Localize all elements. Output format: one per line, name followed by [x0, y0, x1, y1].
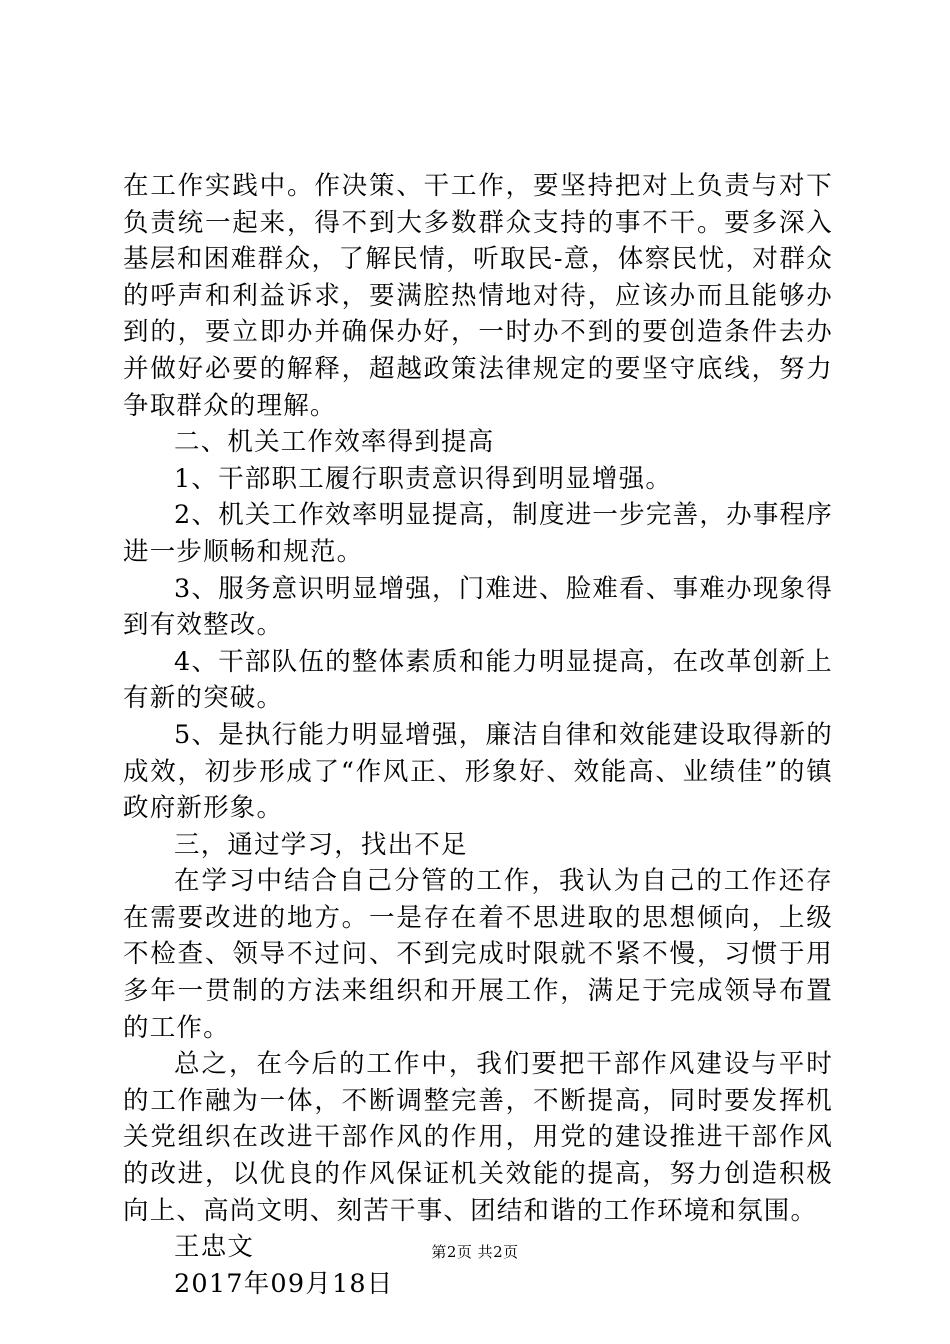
list-item-2: 2、机关工作效率明显提高，制度进一步完善，办事程序进一步顺畅和规范。 [123, 500, 833, 567]
paragraph-conclusion: 总之，在今后的工作中，我们要把干部作风建设与平时的工作融为一体，不断调整完善，不断提高，同时要发挥机关党组织在改进干部作风的作用，用党的建设推进干部作风的改进，以优良的作风保证机关效能的提高，努力创造积极向上、高尚文明、刻苦干事、团结和谐的工作环境和氛围。 [123, 1049, 833, 1226]
section-heading-3: 三，通过学习，找出不足 [174, 829, 468, 860]
section-heading-2: 二、机关工作效率得到提高 [174, 427, 495, 458]
list-item-5: 5、是执行能力明显增强，廉洁自律和效能建设取得新的成效，初步形成了“作风正、形象好、效能高、业绩佳”的镇政府新形象。 [123, 719, 833, 824]
author-name: 王忠文 [174, 1232, 255, 1263]
list-item-4: 4、干部队伍的整体素质和能力明显提高，在改革创新上有新的突破。 [123, 646, 833, 714]
page-number-footer: 第2页 共2页 [431, 1243, 519, 1261]
list-item-3: 3、服务意识明显增强，门难进、脸难看、事难办现象得到有效整改。 [123, 573, 833, 641]
list-item-1: 1、干部职工履行职责意识得到明显增强。 [174, 463, 673, 494]
paragraph-practice: 在工作实践中。作决策、干工作，要坚持把对上负责与对下负责统一起来，得不到大多数群众支持的事不干。要多深入基层和困难群众，了解民情，听取民-意，体察民忧，对群众的呼声和利益诉求，要满腔热情地对待，应该办而且能够办到的，要立即办并确保办好，一时办不到的要创造条件去办并做好必要的解释，超越政策法律规定的要坚守底线，努力争取群众的理解。 [123, 171, 833, 421]
document-body [123, 168, 833, 1302]
paragraph-shortcomings: 在学习中结合自己分管的工作，我认为自己的工作还存在需要改进的地方。一是存在着不思进取的思想倾向，上级不检查、领导不过问、不到完成时限就不紧不慢，习惯于用多年一贯制的方法来组织和开展工作，满足于完成领导布置的工作。 [123, 866, 833, 1043]
document-date: 2017年09月18日 [174, 1268, 394, 1299]
